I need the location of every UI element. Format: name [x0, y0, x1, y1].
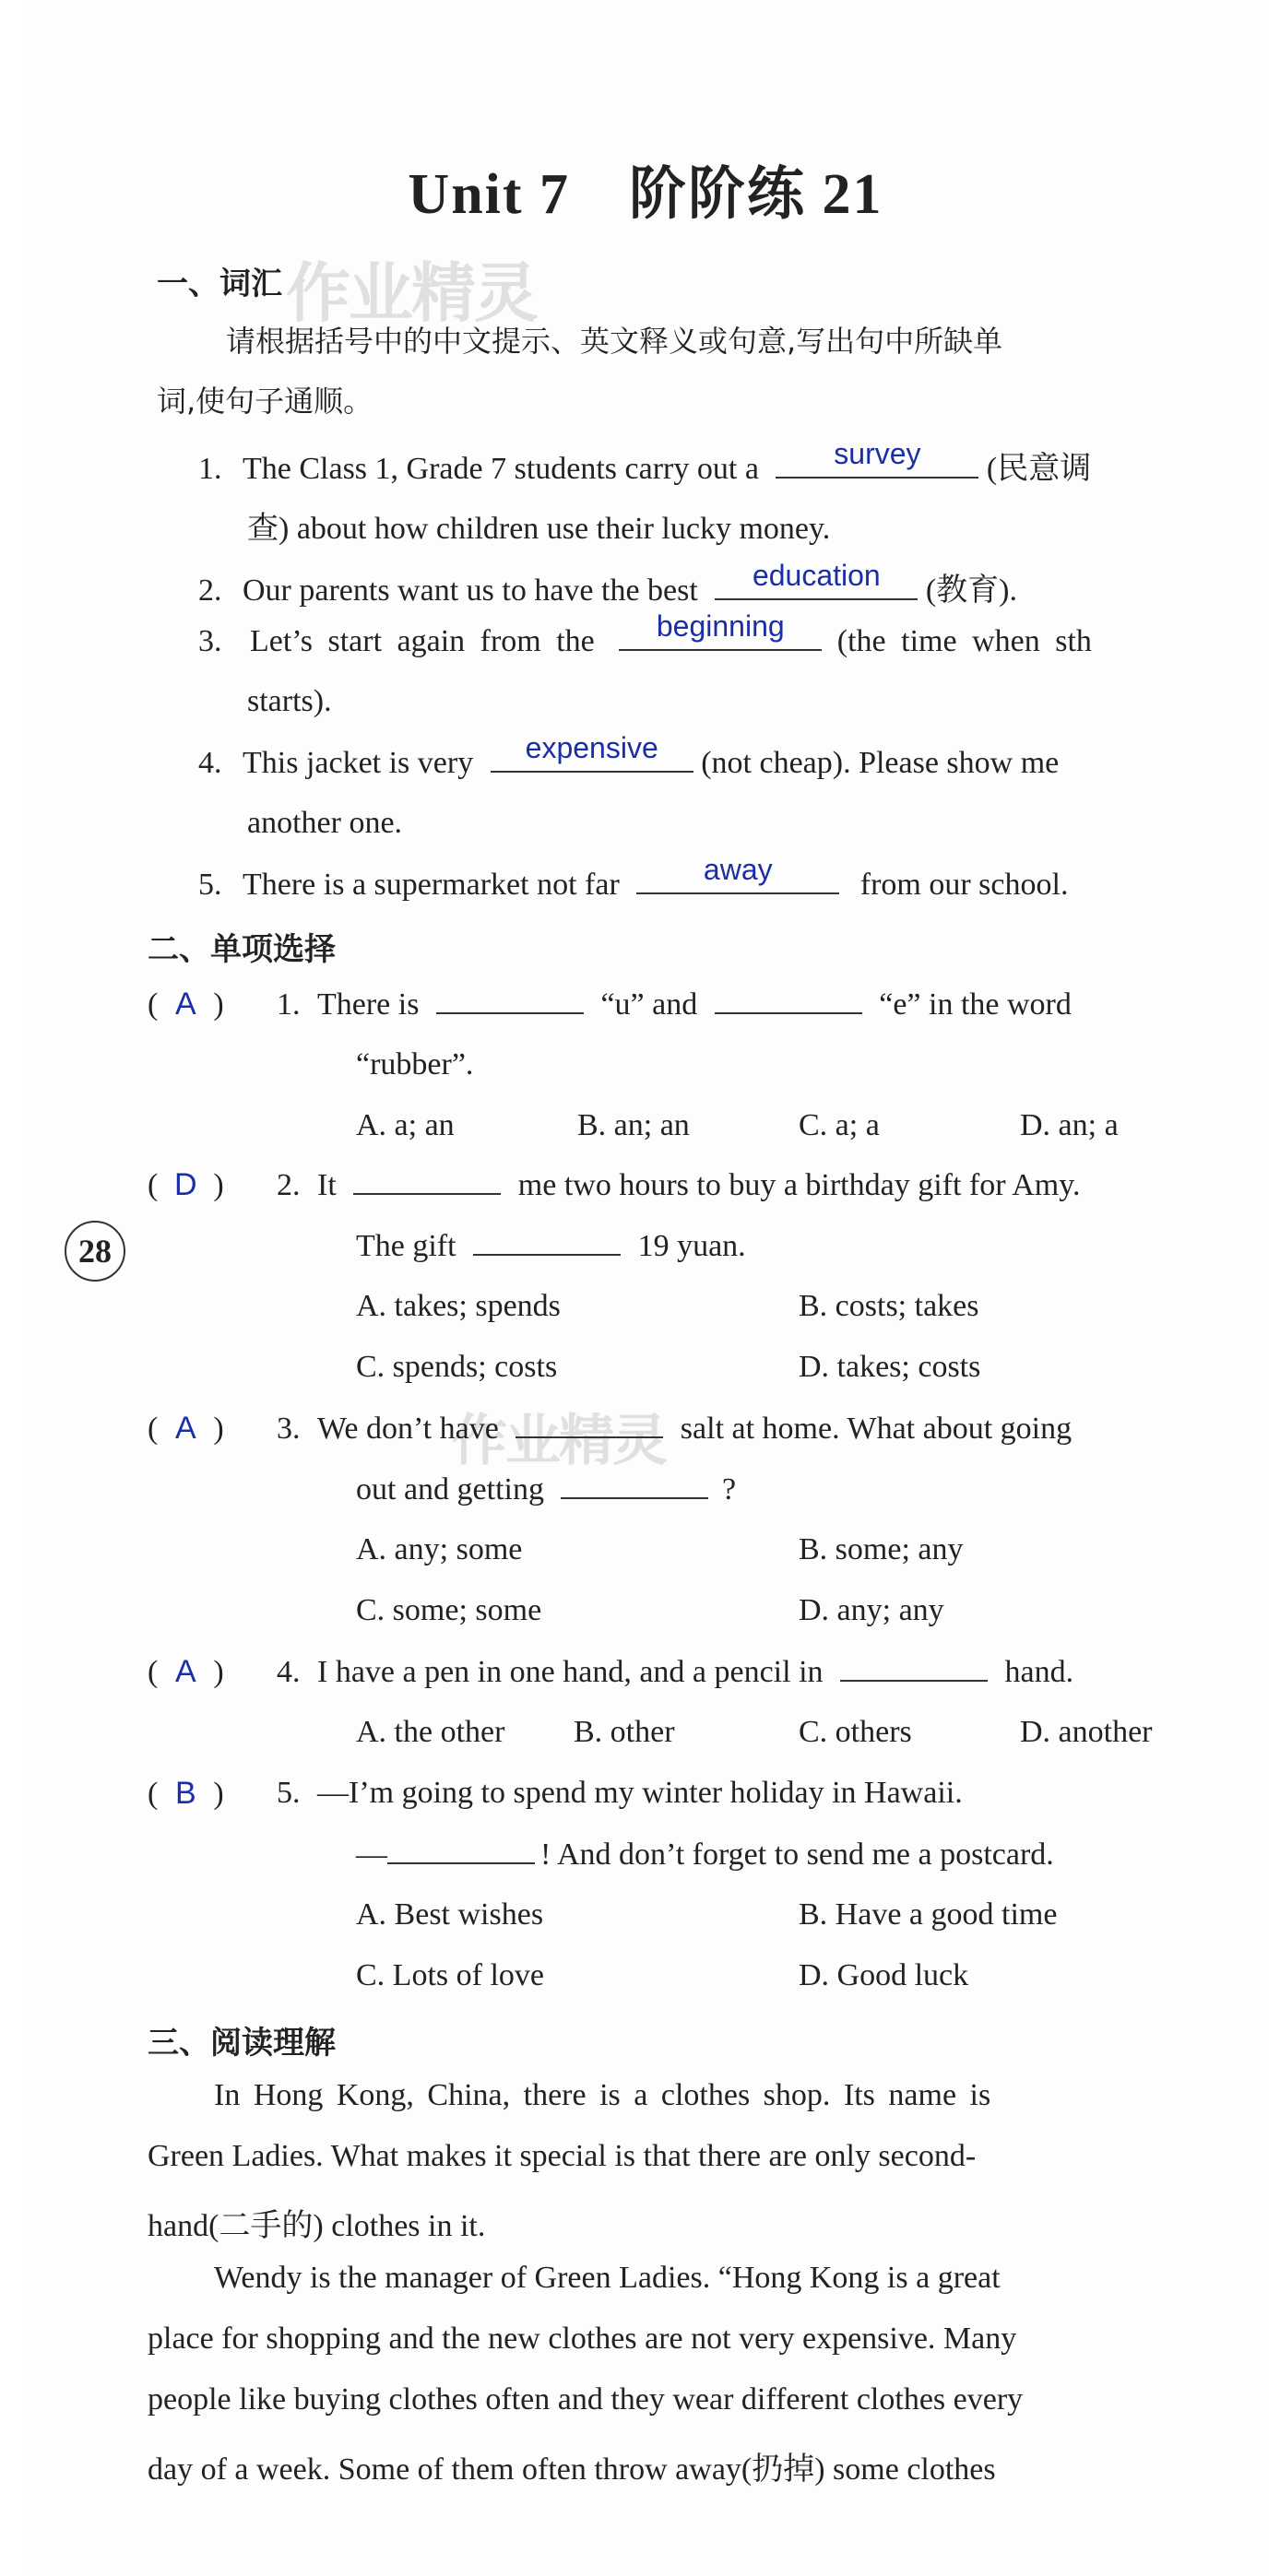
choice-question-cont: The gift 19 yuan. — [356, 1229, 746, 1263]
option-b[interactable]: B. costs; takes — [799, 1289, 979, 1323]
answer-blank[interactable] — [491, 731, 693, 773]
options-row — [356, 1108, 1232, 1145]
blank-line — [387, 1837, 535, 1864]
chosen-answer: A — [174, 1411, 196, 1446]
passage-line: day of a week. Some of them often throw away(扔掉) some clothes — [148, 2452, 996, 2487]
options-row — [356, 1897, 1232, 1934]
option-c[interactable]: C. spends; costs — [356, 1350, 558, 1384]
option-c[interactable]: C. Lots of love — [356, 1958, 544, 1992]
answer-bracket: ( D ) — [148, 1167, 224, 1202]
options-row — [356, 1289, 1232, 1326]
page-number-badge: 28 — [65, 1221, 125, 1282]
choice-question: 4. I have a pen in one hand, and a pencil in hand. — [277, 1655, 1074, 1689]
options-row — [356, 1958, 1232, 1995]
option-a[interactable]: A. any; some — [356, 1532, 523, 1566]
answer-bracket: ( A ) — [148, 1654, 224, 1689]
choice-question-cont: — ! And don’t forget to send me a postcard. — [356, 1837, 1054, 1872]
answer-text: survey — [834, 437, 921, 470]
answer-blank[interactable] — [619, 609, 822, 651]
blank-line — [516, 1411, 663, 1438]
answer-text: away — [703, 853, 773, 886]
option-d[interactable]: D. an; a — [1020, 1108, 1119, 1142]
answer-blank[interactable] — [715, 559, 918, 600]
worksheet-page — [28, 0, 1263, 2576]
choice-question: 3. We don’t have salt at home. What about going — [277, 1412, 1073, 1446]
watermark-logo: 作业精灵 — [452, 1409, 666, 1473]
blank-line — [353, 1167, 501, 1195]
vocab-question: 5. There is a supermarket not far away from our school. — [198, 853, 1069, 902]
passage-line: hand(二手的) clothes in it. — [148, 2209, 486, 2243]
option-b[interactable]: B. an; an — [577, 1108, 690, 1142]
option-a[interactable]: A. takes; spends — [356, 1289, 561, 1323]
instruction-text: 请根据括号中的中文提示、英文释义或句意,写出句中所缺单 — [226, 324, 1003, 359]
vocab-question: 1. The Class 1, Grade 7 students carry out a survey (民意调 — [198, 437, 1092, 486]
chosen-answer: A — [174, 1654, 196, 1689]
option-b[interactable]: B. Have a good time — [799, 1897, 1058, 1932]
answer-bracket: ( B ) — [148, 1776, 224, 1811]
blank-line — [473, 1228, 621, 1256]
chosen-answer: A — [174, 987, 196, 1022]
option-a[interactable]: A. a; an — [356, 1108, 455, 1142]
choice-question: 2. It me two hours to buy a birthday gift for Amy. — [277, 1168, 1081, 1202]
choice-question-cont: out and getting ? — [356, 1472, 737, 1507]
option-b[interactable]: B. other — [574, 1715, 675, 1749]
option-d[interactable]: D. any; any — [799, 1593, 944, 1627]
passage-line: In Hong Kong, China, there is a clothes shop. Its name is — [214, 2078, 991, 2112]
option-a[interactable]: A. the other — [356, 1715, 505, 1749]
vocab-question: 2. Our parents want us to have the best education (教育). — [198, 559, 1017, 608]
choice-question: 5. —I’m going to spend my winter holiday in Hawaii. — [277, 1776, 963, 1810]
vocab-question: 3. Let’s start again from the beginning (the time when sth — [198, 609, 1092, 658]
option-c[interactable]: C. others — [799, 1715, 912, 1749]
options-row — [356, 1350, 1232, 1387]
instruction-text: 词,使句子通顺。 — [157, 384, 373, 419]
blank-line — [715, 987, 862, 1014]
chosen-answer: B — [174, 1776, 196, 1811]
option-d[interactable]: D. another — [1020, 1715, 1153, 1749]
page-title: Unit 7 阶阶练 21 — [408, 163, 883, 226]
blank-line — [436, 987, 584, 1014]
answer-blank[interactable] — [636, 853, 839, 894]
passage-line: people like buying clothes often and they wear different clothes every — [148, 2382, 1024, 2416]
option-a[interactable]: A. Best wishes — [356, 1897, 544, 1932]
vocab-question: 4. This jacket is very expensive (not cheap). Please show me — [198, 731, 1060, 780]
answer-text: expensive — [525, 731, 658, 764]
chosen-answer: D — [174, 1167, 197, 1202]
vocab-question-cont: 查) about how children use their lucky money. — [247, 512, 831, 546]
options-row — [356, 1532, 1232, 1569]
passage-line: Wendy is the manager of Green Ladies. “Hong Kong is a great — [214, 2261, 1001, 2295]
vocab-question-cont: another one. — [247, 806, 403, 840]
answer-bracket: ( A ) — [148, 987, 224, 1022]
answer-blank[interactable] — [776, 437, 978, 479]
section-heading-choice: 二、单项选择 — [148, 931, 336, 968]
vocab-question-cont: starts). — [247, 684, 332, 718]
option-b[interactable]: B. some; any — [799, 1532, 964, 1566]
answer-text: education — [752, 559, 881, 592]
option-c[interactable]: C. some; some — [356, 1593, 542, 1627]
watermark-logo: 作业精灵 — [286, 255, 537, 331]
option-d[interactable]: D. Good luck — [799, 1958, 969, 1992]
choice-question-cont: “rubber”. — [356, 1047, 474, 1081]
blank-line — [840, 1654, 988, 1682]
answer-text: beginning — [656, 609, 785, 643]
answer-bracket: ( A ) — [148, 1411, 224, 1446]
passage-line: Green Ladies. What makes it special is that there are only second- — [148, 2139, 977, 2173]
choice-question: 1. There is “u” and “e” in the word — [277, 987, 1072, 1022]
options-row — [356, 1715, 1232, 1752]
blank-line — [561, 1471, 708, 1499]
option-d[interactable]: D. takes; costs — [799, 1350, 981, 1384]
section-heading-reading: 三、阅读理解 — [148, 2025, 336, 2062]
section-heading-vocabulary: 一、词汇 — [157, 266, 282, 302]
options-row — [356, 1593, 1232, 1630]
option-c[interactable]: C. a; a — [799, 1108, 880, 1142]
passage-line: place for shopping and the new clothes are not very expensive. Many — [148, 2322, 1017, 2356]
